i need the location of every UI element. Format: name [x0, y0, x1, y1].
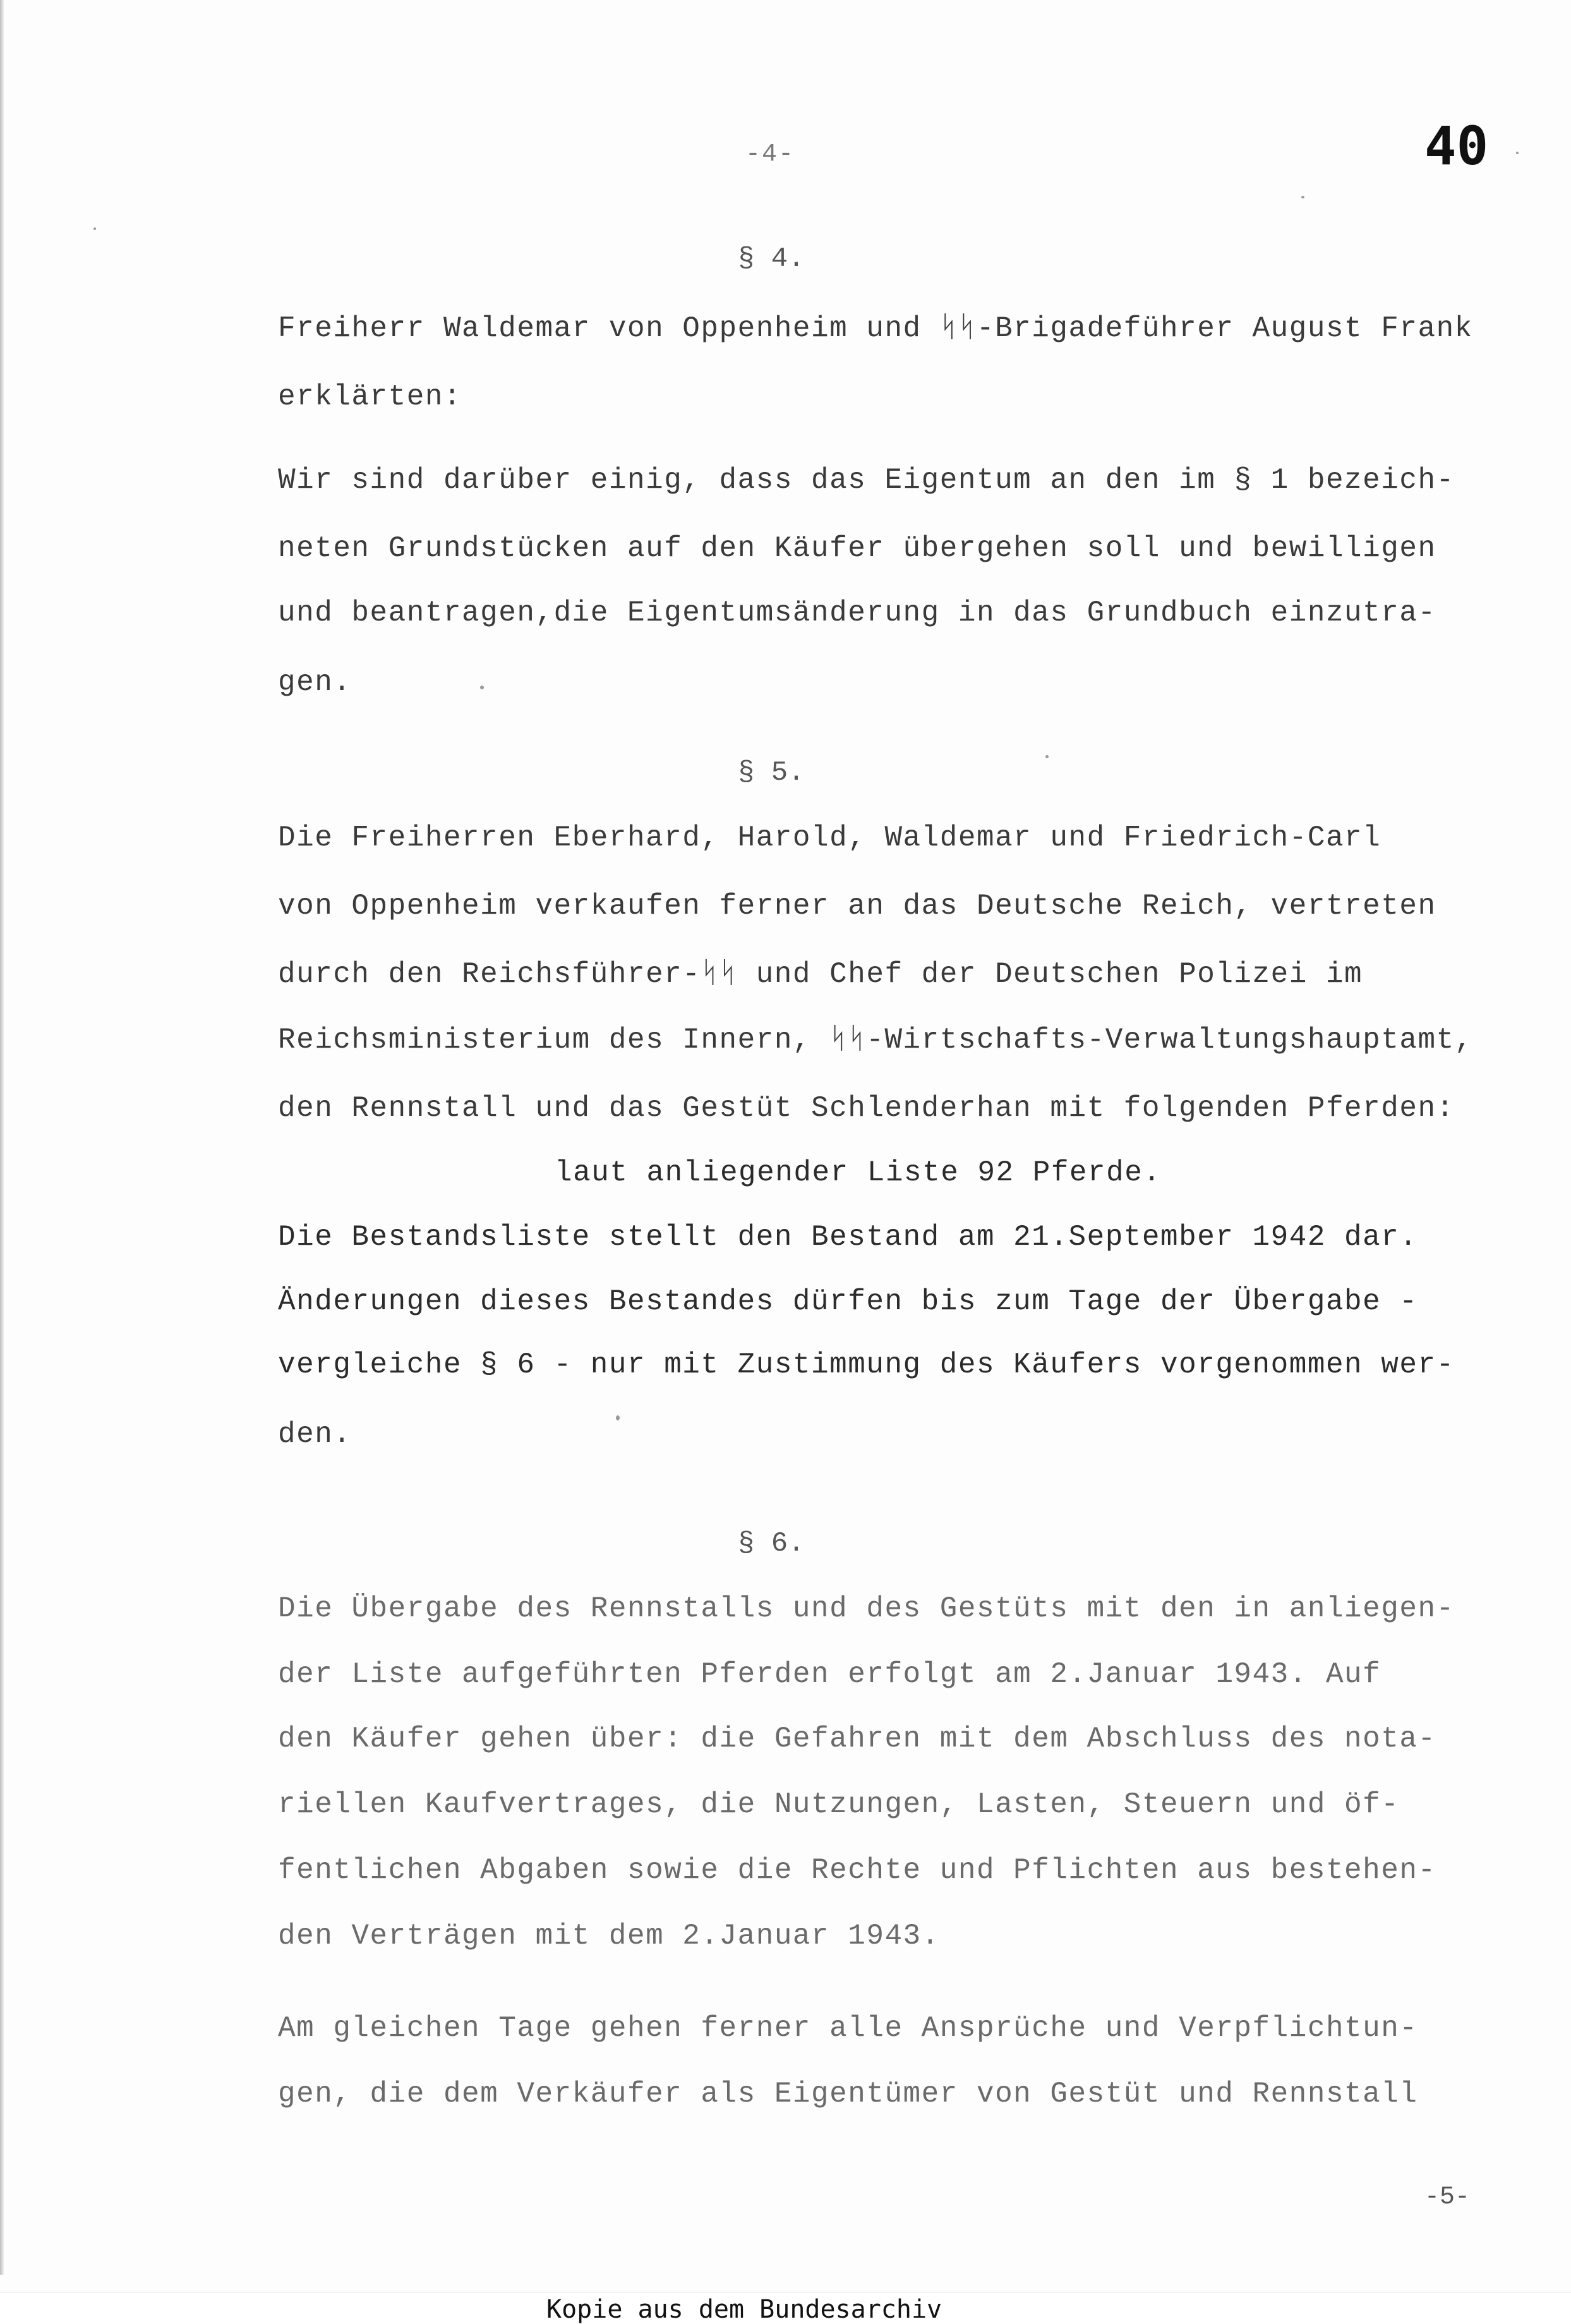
text-line: riellen Kaufvertrages, die Nutzungen, Lasten, Steuern und öf- [278, 1788, 1400, 1821]
folio-number: 40 [1424, 115, 1489, 177]
text-line: Wir sind darüber einig, dass das Eigentum an den im § 1 bezeich- [278, 464, 1455, 497]
text-line: neten Grundstücken auf den Käufer übergehen soll und bewilligen [278, 532, 1436, 565]
text-line: den. [278, 1418, 352, 1451]
section-mark-6: § 6. [738, 1528, 805, 1559]
text-line: und beantragen,die Eigentumsänderung in das Grundbuch einzutra- [278, 596, 1436, 629]
archive-footer: Kopie aus dem Bundesarchiv [546, 2295, 942, 2324]
text-line: durch den Reichsführer-ᛋᛋ und Chef der Deutschen Polizei im [278, 958, 1363, 991]
scan-speck [1516, 152, 1519, 154]
text-line: Änderungen dieses Bestandes dürfen bis zum Tage der Übergabe - [278, 1285, 1418, 1318]
text-line: den Rennstall und das Gestüt Schlenderhan mit folgenden Pferden: [278, 1092, 1455, 1125]
text-line: Reichsministerium des Innern, ᛋᛋ-Wirtschafts-Verwaltungshauptamt, [278, 1024, 1473, 1056]
scan-speck [616, 1415, 620, 1420]
next-page-marker: -5- [1424, 2183, 1471, 2212]
text-line: fentlichen Abgaben sowie die Rechte und Pflichten aus bestehen- [278, 1854, 1436, 1887]
text-line: Die Freiherren Eberhard, Harold, Waldemar und Friedrich-Carl [278, 821, 1381, 854]
text-line: laut anliegender Liste 92 Pferde. [555, 1156, 1162, 1189]
scan-speck [93, 227, 96, 230]
text-line: vergleiche § 6 - nur mit Zustimmung des Käufers vorgenommen wer- [278, 1348, 1455, 1381]
text-line: erklärten: [278, 380, 462, 413]
scan-speck [1045, 755, 1049, 758]
text-line: den Käufer gehen über: die Gefahren mit dem Abschluss des nota- [278, 1722, 1436, 1755]
text-line: Am gleichen Tage gehen ferner alle Ansprüche und Verpflichtun- [278, 2012, 1418, 2045]
section-mark-5: § 5. [738, 757, 805, 789]
text-line: Freiherr Waldemar von Oppenheim und ᛋᛋ-Brigadeführer August Frank [278, 312, 1473, 345]
text-line: Die Bestandsliste stellt den Bestand am 21.September 1942 dar. [278, 1221, 1418, 1254]
text-line: den Verträgen mit dem 2.Januar 1943. [278, 1920, 940, 1952]
section-mark-4: § 4. [738, 243, 805, 275]
scan-speck [1301, 196, 1304, 198]
page-number: -4- [745, 140, 795, 169]
text-line: gen, die dem Verkäufer als Eigentümer von Gestüt und Rennstall [278, 2078, 1418, 2110]
text-line: Die Übergabe des Rennstalls und des Gestüts mit den in anliegen- [278, 1592, 1455, 1625]
scan-edge-shadow [0, 0, 4, 2275]
text-line: von Oppenheim verkaufen ferner an das Deutsche Reich, vertreten [278, 890, 1436, 923]
text-line: der Liste aufgeführten Pferden erfolgt am 2.Januar 1943. Auf [278, 1658, 1381, 1691]
scan-speck [480, 686, 484, 689]
text-line: gen. [278, 666, 352, 699]
